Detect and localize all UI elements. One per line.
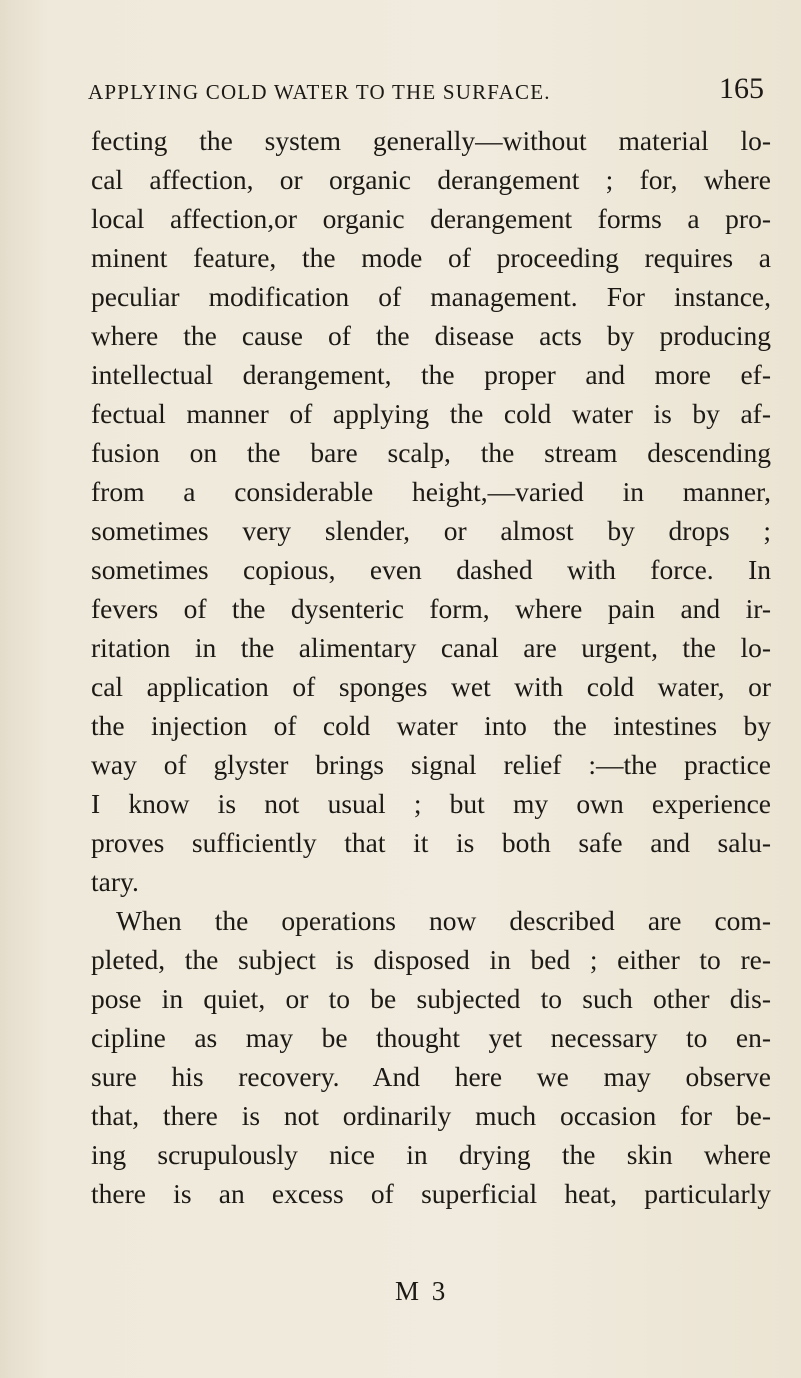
text-line: pose in quiet, or to be subjected to such other dis- <box>91 983 771 1014</box>
text-line: I know is not usual ; but my own experience <box>91 788 771 819</box>
text-line: fevers of the dysenteric form, where pain and ir- <box>91 593 771 624</box>
text-line: sometimes copious, even dashed with force. In <box>91 554 771 585</box>
body-text <box>91 121 771 1213</box>
text-line: cal application of sponges wet with cold water, or <box>91 671 771 702</box>
text-line: fecting the system generally—without material lo- <box>91 125 771 156</box>
text-line: way of glyster brings signal relief :—the practice <box>91 749 771 780</box>
text-line: sure his recovery. And here we may observe <box>91 1061 771 1092</box>
text-line: that, there is not ordinarily much occasion for be- <box>91 1100 771 1131</box>
text-line: cal affection, or organic derangement ; for, where <box>91 164 771 195</box>
text-line: cipline as may be thought yet necessary to en- <box>91 1022 771 1053</box>
text-line: minent feature, the mode of proceeding requires a <box>91 242 771 273</box>
text-line: ing scrupulously nice in drying the skin where <box>91 1139 771 1170</box>
text-line: When the operations now described are com- <box>116 905 771 936</box>
signature-mark: M 3 <box>395 1276 449 1306</box>
text-line: sometimes very slender, or almost by drops ; <box>91 515 771 546</box>
text-line: where the cause of the disease acts by producing <box>91 320 771 351</box>
paragraph-1 <box>91 121 771 901</box>
text-line: ritation in the alimentary canal are urgent, the lo- <box>91 632 771 663</box>
page-number: 165 <box>719 72 764 105</box>
text-line: from a considerable height,—varied in manner, <box>91 476 771 507</box>
text-line: peculiar modification of management. For instance, <box>91 281 771 312</box>
text-line: local affection,or organic derangement forms a pro- <box>91 203 771 234</box>
text-line: pleted, the subject is disposed in bed ; either to re- <box>91 944 771 975</box>
text-line: fectual manner of applying the cold water is by af- <box>91 398 771 429</box>
paragraph-2 <box>91 901 771 1213</box>
text-line: fusion on the bare scalp, the stream descending <box>91 437 771 468</box>
text-line: there is an excess of superficial heat, particularly <box>91 1178 771 1209</box>
text-line: the injection of cold water into the intestines by <box>91 710 771 741</box>
running-head <box>88 72 764 105</box>
running-head-title: APPLYING COLD WATER TO THE SURFACE. <box>88 80 551 104</box>
text-line: tary. <box>91 866 139 897</box>
text-line: intellectual derangement, the proper and more ef- <box>91 359 771 390</box>
text-line: proves sufficiently that it is both safe and salu- <box>91 827 771 858</box>
